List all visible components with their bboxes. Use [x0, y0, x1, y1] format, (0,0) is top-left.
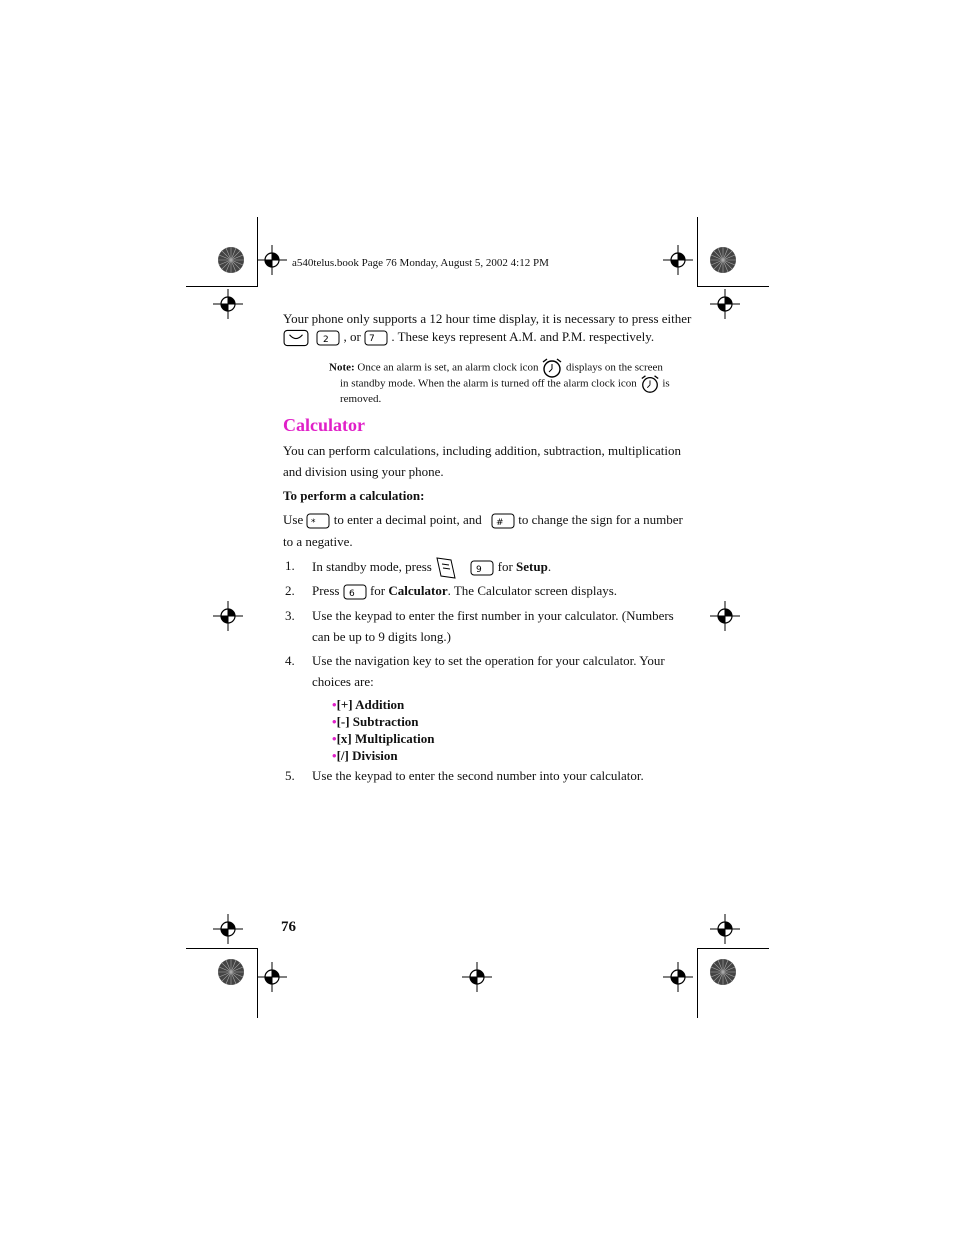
alarm-clock-icon: [640, 374, 660, 394]
step-3-line-1: Use the keypad to enter the first number in your calculator. (Numbers: [312, 608, 674, 623]
section-paragraph-line-1: You can perform calculations, including addition, subtraction, multiplication: [283, 443, 681, 458]
use-line-2: to a negative.: [283, 534, 353, 549]
svg-text:*: *: [311, 518, 316, 529]
list-item: •[+] Addition: [332, 697, 405, 712]
key-2-icon: [316, 330, 340, 346]
note-line-2: in standby mode. When the alarm is turned off the alarm clock icon is: [340, 374, 670, 394]
registration-target-icon: [213, 601, 243, 631]
registration-rosette-icon: [709, 246, 737, 274]
registration-target-icon: [257, 245, 287, 275]
subheading: To perform a calculation:: [283, 488, 425, 503]
registration-target-icon: [710, 601, 740, 631]
key-7-icon: [364, 330, 388, 346]
step-1: In standby mode, press 9 for Setup.: [312, 556, 551, 580]
step-number: 2.: [285, 583, 295, 598]
page-number: 76: [281, 919, 296, 935]
registration-target-icon: [462, 962, 492, 992]
menu-key-icon: [435, 556, 457, 580]
key-6-icon: [343, 584, 367, 600]
step-4-line-1: Use the navigation key to set the operation for your calculator. Your: [312, 653, 665, 668]
registration-target-icon: [213, 289, 243, 319]
step-4-line-2: choices are:: [312, 674, 374, 689]
note-label: Note:: [329, 361, 355, 374]
step-number: 1.: [285, 558, 295, 573]
registration-rosette-icon: [217, 246, 245, 274]
registration-target-icon: [663, 962, 693, 992]
registration-target-icon: [257, 962, 287, 992]
step-5: Use the keypad to enter the second number into your calculator.: [312, 768, 644, 783]
intro-line-1: Your phone only supports a 12 hour time display, it is necessary to press either: [283, 311, 692, 326]
svg-text:7: 7: [369, 334, 375, 345]
list-item: •[/] Division: [332, 748, 398, 763]
registration-rosette-icon: [709, 958, 737, 986]
registration-target-icon: [710, 289, 740, 319]
registration-target-icon: [663, 245, 693, 275]
intro-tail: . These keys represent A.M. and P.M. respectively.: [391, 329, 655, 344]
end-key-icon: [283, 329, 309, 347]
note-line-3: removed.: [340, 393, 382, 405]
registration-target-icon: [710, 914, 740, 944]
star-key-icon: [306, 513, 330, 529]
registration-rosette-icon: [217, 958, 245, 986]
note-line-1: Note: Once an alarm is set, an alarm clock icon displays on the screen: [329, 357, 663, 379]
section-title: Calculator: [283, 415, 365, 435]
svg-text:#: #: [495, 518, 504, 529]
svg-text:2: 2: [323, 335, 329, 346]
svg-text:6: 6: [348, 589, 355, 600]
registration-target-icon: [213, 914, 243, 944]
step-2: Press 6 for Calculator. The Calculator screen displays.: [312, 583, 618, 600]
intro-or: , or: [343, 329, 361, 344]
choices-list: [332, 696, 434, 764]
step-number: 5.: [285, 768, 295, 783]
step-number: 3.: [285, 608, 295, 623]
use-line-1: Use * to enter a decimal point, and # to change the sign for a number: [283, 512, 683, 529]
section-paragraph-line-2: and division using your phone.: [283, 464, 444, 479]
step-3-line-2: can be up to 9 digits long.): [312, 629, 452, 644]
intro-line-2: [283, 327, 654, 347]
book-header: a540telus.book Page 76 Monday, August 5, 2002 4:12 PM: [292, 257, 549, 269]
pound-key-icon: [491, 513, 515, 529]
step-number: 4.: [285, 653, 295, 668]
list-item: •[x] Multiplication: [332, 731, 435, 746]
svg-text:9: 9: [476, 565, 483, 575]
key-9-icon: [470, 560, 494, 576]
list-item: •[-] Subtraction: [332, 714, 419, 729]
